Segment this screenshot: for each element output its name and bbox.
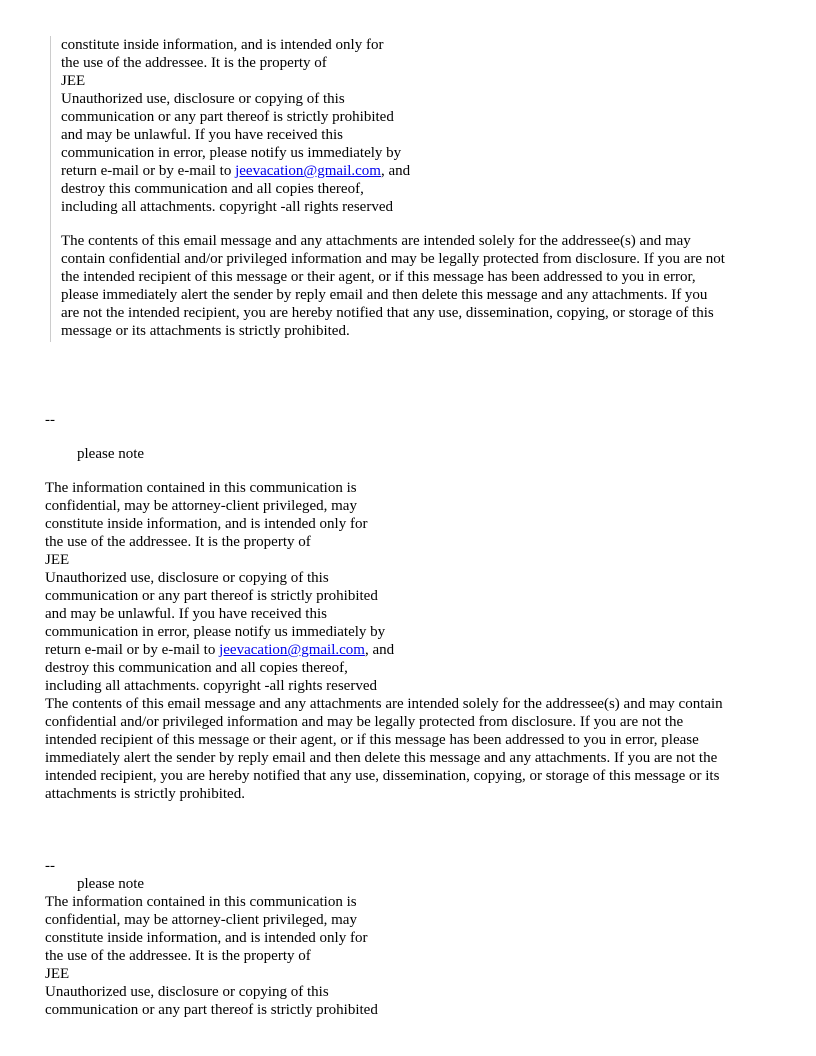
text-line: including all attachments. copyright -all rights reserved (61, 199, 393, 215)
email-link[interactable]: jeevacation@gmail.com (235, 163, 381, 179)
signature-notice (45, 479, 723, 803)
text-line: and may be unlawful. If you have received this (45, 606, 327, 622)
text-line: the use of the addressee. It is the property of (45, 948, 311, 964)
text-line: immediately alert the sender by reply email and then delete this message and any attachments. If you are not the (45, 750, 718, 766)
text-line: and may be unlawful. If you have received this (61, 127, 343, 143)
text-segment: , and (380, 163, 411, 179)
text-line: The contents of this email message and any attachments are intended solely for the addressee(s) and may (61, 233, 691, 249)
quote-border (50, 36, 51, 342)
text-line: The information contained in this communication is (45, 894, 357, 910)
text-line: constitute inside information, and is intended only for (61, 37, 384, 53)
text-line: JEE (61, 73, 86, 89)
text-line: confidential, may be attorney-client privileged, may (45, 498, 357, 514)
text-line: please immediately alert the sender by reply email and then delete this message and any attachments. If you (61, 287, 708, 303)
please-note: please note (77, 446, 145, 462)
please-note: please note (77, 876, 145, 892)
text-line: communication in error, please notify us immediately by (61, 145, 402, 161)
text-line: message or its attachments is strictly prohibited. (61, 323, 350, 339)
text-line: the intended recipient of this message or their agent, or if this message has been addressed to you in error, (61, 269, 696, 285)
signature-separator: -- (45, 412, 55, 428)
email-link[interactable]: jeevacation@gmail.com (219, 642, 365, 658)
text-line: attachments is strictly prohibited. (45, 786, 245, 802)
text-line: Unauthorized use, disclosure or copying of this (45, 984, 329, 1000)
text-line: JEE (45, 966, 70, 982)
text-line: communication or any part thereof is strictly prohibited (61, 109, 394, 125)
text-line: the use of the addressee. It is the property of (61, 55, 327, 71)
text-line: Unauthorized use, disclosure or copying of this (45, 570, 329, 586)
text-line: destroy this communication and all copies thereof, (61, 181, 364, 197)
text-line (61, 162, 410, 180)
signature-separator: -- (45, 858, 55, 874)
signature-notice (45, 893, 378, 1019)
text-segment: return e-mail or by e-mail to (61, 163, 236, 179)
text-line (45, 641, 723, 659)
text-line: confidential and/or privileged information and may be legally protected from disclosure. If you are not the (45, 714, 684, 730)
text-line: contain confidential and/or privileged information and may be legally protected from disclosure. If you are not (61, 251, 725, 267)
text-line: communication or any part thereof is strictly prohibited (45, 1002, 378, 1018)
text-line: The information contained in this communication is (45, 480, 357, 496)
text-line: constitute inside information, and is intended only for (45, 930, 368, 946)
text-line: communication or any part thereof is strictly prohibited (45, 588, 378, 604)
text-line: including all attachments. copyright -all rights reserved (45, 678, 377, 694)
text-line: destroy this communication and all copies thereof, (45, 660, 348, 676)
text-line: the use of the addressee. It is the property of (45, 534, 311, 550)
text-line: intended recipient of this message or their agent, or if this message has been addressed to you in error, please (45, 732, 699, 748)
text-line: JEE (45, 552, 70, 568)
text-line: confidential, may be attorney-client privileged, may (45, 912, 357, 928)
text-segment: return e-mail or by e-mail to (45, 642, 220, 658)
text-line: The contents of this email message and any attachments are intended solely for the addressee(s) and may contain (45, 696, 723, 712)
quoted-notice (61, 36, 410, 216)
quoted-disclaimer (61, 232, 725, 340)
text-line: intended recipient, you are hereby notified that any use, dissemination, copying, or storage of this message or its (45, 768, 720, 784)
text-line: constitute inside information, and is intended only for (45, 516, 368, 532)
text-line: communication in error, please notify us immediately by (45, 624, 386, 640)
text-segment: , and (364, 642, 395, 658)
text-line: are not the intended recipient, you are hereby notified that any use, dissemination, copying, or storage of this (61, 305, 714, 321)
text-line: Unauthorized use, disclosure or copying of this (61, 91, 345, 107)
